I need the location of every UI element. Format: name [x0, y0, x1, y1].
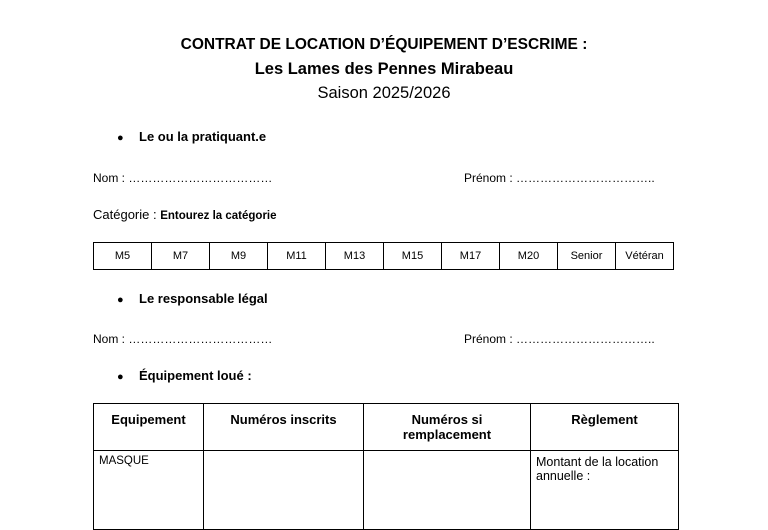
club-name: Les Lames des Pennes Mirabeau: [254, 60, 514, 78]
section-heading-equipement: [117, 368, 252, 383]
categorie-label: [93, 207, 277, 222]
category-cell[interactable]: M5: [94, 243, 152, 270]
column-header: Numéros inscrits: [204, 404, 364, 451]
categories-table: [93, 242, 674, 270]
category-cell[interactable]: M13: [326, 243, 384, 270]
category-cell[interactable]: M17: [442, 243, 500, 270]
table-row: [94, 451, 679, 530]
category-cell[interactable]: M15: [384, 243, 442, 270]
bullet-icon: ●: [117, 294, 124, 306]
responsable-prenom-field: Prénom : ……………………………..: [464, 332, 655, 346]
equipment-header-row: [94, 404, 679, 451]
season: Saison 2025/2026: [317, 84, 451, 102]
equipement-cell: MASQUE: [94, 451, 204, 530]
column-header: Equipement: [94, 404, 204, 451]
bullet-icon: ●: [117, 371, 124, 383]
contract-title: CONTRAT DE LOCATION D’ÉQUIPEMENT D’ESCRIME :: [180, 36, 588, 53]
responsable-nom-field: Nom : ………………………………: [93, 332, 273, 346]
reglement-cell: Montant de la location annuelle :: [531, 451, 679, 530]
categorie-label-text: Catégorie :: [93, 207, 161, 222]
section-heading-pratiquant: [117, 129, 266, 144]
section-heading-text: Le ou la pratiquant.e: [139, 129, 267, 144]
category-cell[interactable]: M20: [500, 243, 558, 270]
category-cell[interactable]: M7: [152, 243, 210, 270]
categories-row: [94, 243, 674, 270]
categorie-instruction: Entourez la catégorie: [160, 210, 277, 222]
category-cell[interactable]: M11: [268, 243, 326, 270]
column-header: Règlement: [531, 404, 679, 451]
section-heading-text: Le responsable légal: [139, 291, 268, 306]
category-cell[interactable]: M9: [210, 243, 268, 270]
pratiquant-nom-field: Nom : ………………………………: [93, 171, 273, 185]
section-heading-text: Équipement loué :: [139, 368, 252, 383]
category-cell[interactable]: Senior: [558, 243, 616, 270]
remplacement-cell: [364, 451, 531, 530]
numeros-cell: [204, 451, 364, 530]
section-heading-responsable: [117, 291, 268, 306]
bullet-icon: ●: [117, 132, 124, 144]
category-cell[interactable]: Vétéran: [616, 243, 674, 270]
pratiquant-prenom-field: Prénom : ……………………………..: [464, 171, 655, 185]
column-header: Numéros si remplacement: [364, 404, 531, 451]
